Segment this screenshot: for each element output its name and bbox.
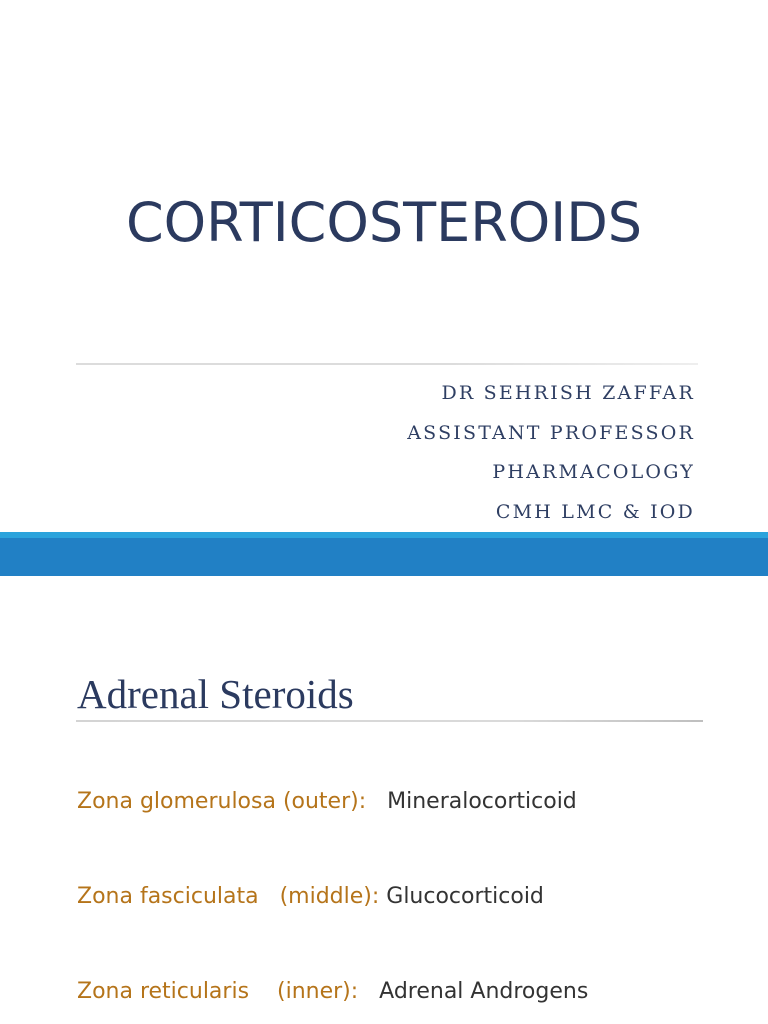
author-department: PHARMACOLOGY (492, 461, 695, 483)
presentation-title: CORTICOSTEROIDS (125, 191, 643, 254)
author-institution: CMH LMC & IOD (495, 500, 695, 523)
zone-value: Glucocorticoid (386, 884, 544, 909)
zone-label: Zona glomerulosa (outer): (77, 789, 388, 814)
slide-separator-dark (0, 538, 768, 576)
author-block (407, 374, 695, 532)
slide-title-divider (76, 720, 703, 722)
author-name: DR SEHRISH ZAFFAR (441, 382, 695, 404)
author-title: ASSISTANT PROFESSOR (407, 421, 695, 444)
zone-row-fasciculata (77, 881, 544, 913)
zone-row-reticularis (77, 976, 588, 1008)
slide-title: Adrenal Steroids (77, 671, 354, 717)
zone-value: Adrenal Androgens (379, 979, 589, 1004)
zone-value: Mineralocorticoid (387, 789, 577, 814)
title-divider (76, 363, 698, 365)
zone-label: Zona reticularis (inner): (77, 979, 380, 1004)
zone-row-glomerulosa (77, 786, 577, 818)
zone-label: Zona fasciculata (middle): (77, 884, 387, 909)
